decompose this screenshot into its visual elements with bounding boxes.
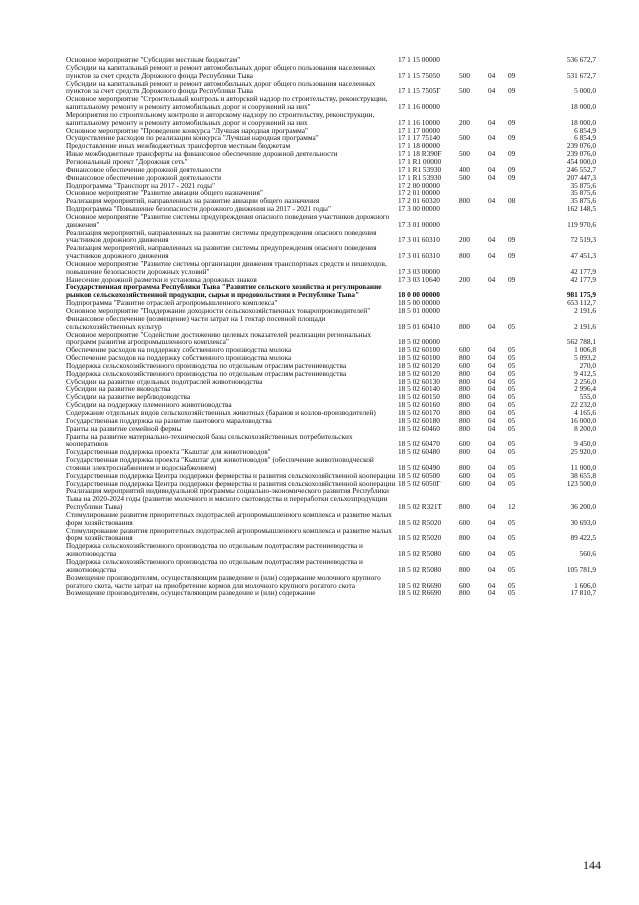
row-expense-type: 600	[459, 439, 470, 449]
row-expense-type: 800	[459, 384, 470, 394]
row-description: Субсидии на развитие яководства	[66, 384, 171, 394]
row-amount: 18 000,0	[570, 117, 596, 127]
row-description: Содержание отдельных видов сельскохозяйственных животных (баранов и козлов-производителей)	[66, 407, 376, 417]
row-target-code: 18 5 02 60150	[398, 392, 440, 402]
row-description: Реализация мероприятий, направленных на развитие авиации общего назначения	[66, 196, 320, 206]
row-description: Возмещение производителям, осуществляющим разведение и (или) содержание	[66, 588, 316, 598]
row-section: 04	[488, 353, 496, 363]
row-target-code: 17 1 18 R390F	[398, 149, 442, 159]
row-section: 04	[488, 517, 496, 527]
row-amount: 36 200,0	[570, 502, 596, 512]
row-target-code: 18 5 02 6050Г	[398, 478, 441, 488]
row-section: 04	[488, 251, 496, 261]
row-section: 04	[488, 368, 496, 378]
table-row	[66, 527, 596, 543]
table-row	[66, 213, 596, 229]
row-description: Поддержка сельскохозяйственного производства по отдельным отраслям растениеводства	[66, 368, 347, 378]
row-expense-type: 400	[459, 164, 470, 174]
row-description: Государственная поддержка на развитие пантового мараловодства	[66, 415, 272, 425]
row-section: 04	[488, 564, 496, 574]
row-target-code: 18 5 02 60470	[398, 439, 440, 449]
row-target-code: 18 5 02 60130	[398, 376, 440, 386]
table-row	[66, 558, 596, 574]
row-target-code: 18 5 02 60120	[398, 368, 440, 378]
row-description: Государственная поддержка проекта "Кыштаг для животноводов"	[66, 447, 271, 457]
row-amount: 1 606,0	[574, 580, 596, 590]
row-target-code: 17 1 16 10000	[398, 117, 440, 127]
row-amount: 653 112,7	[567, 298, 596, 308]
row-amount: 38 655,8	[570, 470, 596, 480]
table-row	[66, 433, 596, 449]
row-description: Поддержка сельскохозяйственного производства по отдельным подотраслям растениеводства и животноводства	[66, 557, 363, 574]
row-section: 04	[488, 415, 496, 425]
row-expense-type: 800	[459, 321, 470, 331]
row-description: Обеспечение расходов на поддержку собственного производства молока	[66, 353, 292, 363]
row-expense-type: 600	[459, 470, 470, 480]
table-row	[66, 456, 596, 472]
table-row	[66, 244, 596, 260]
row-description: Финансовое обеспечение дорожной деятельности	[66, 172, 222, 182]
row-subsection: 08	[508, 196, 516, 206]
row-amount: 2 256,0	[574, 376, 596, 386]
row-amount: 2 191,6	[574, 321, 596, 331]
row-target-code: 17 2 01 60320	[398, 196, 440, 206]
row-expense-type: 800	[459, 407, 470, 417]
row-expense-type: 800	[459, 423, 470, 433]
row-subsection: 09	[508, 172, 516, 182]
row-section: 04	[488, 423, 496, 433]
row-subsection: 05	[508, 478, 516, 488]
row-section: 04	[488, 164, 496, 174]
row-section: 04	[488, 133, 496, 143]
row-description: Основное мероприятие "Развитие системы предупреждения опасного поведения участников дорожного движения"	[66, 211, 390, 229]
row-target-code: 18 0 00 00000	[398, 290, 440, 300]
row-section: 04	[488, 235, 496, 245]
row-expense-type: 600	[459, 549, 470, 559]
row-expense-type: 800	[459, 392, 470, 402]
row-expense-type: 600	[459, 345, 470, 355]
row-amount: 35 875,6	[570, 180, 596, 190]
row-subsection: 05	[508, 353, 516, 363]
row-expense-type: 200	[459, 274, 470, 284]
row-description: Субсидии на капитальный ремонт и ремонт автомобильных дорог общего пользования населенных пунктов за счет средств Дорожного фонда Республики Тыва	[66, 78, 376, 96]
row-amount: 239 076,0	[566, 141, 596, 151]
row-target-code: 17 1 16 00000	[398, 102, 440, 112]
row-section: 04	[488, 470, 496, 480]
row-subsection: 05	[508, 384, 516, 394]
table-row	[66, 589, 596, 597]
row-expense-type: 800	[459, 447, 470, 457]
row-target-code: 18 5 02 60500	[398, 470, 440, 480]
row-subsection: 05	[508, 368, 516, 378]
row-target-code: 18 5 02 R5080	[398, 564, 442, 574]
row-amount: 536 672,7	[566, 55, 596, 64]
row-description: Субсидии на капитальный ремонт и ремонт автомобильных дорог общего пользования населенных пунктов за счет средств Дорожного фонда Республики Тыва	[66, 62, 376, 80]
row-section: 04	[488, 149, 496, 159]
row-description: Мероприятия по строительному контролю и авторскому надзору по строительству, реконструкции, капитальному ремонту и ремонту автомобильных дорог и сооружений на них	[66, 109, 375, 127]
row-target-code: 17 1 R1 53930	[398, 172, 442, 182]
row-target-code: 17 1 R1 00000	[398, 156, 442, 166]
row-subsection: 05	[508, 392, 516, 402]
row-amount: 30 693,0	[570, 517, 596, 527]
row-expense-type: 800	[459, 588, 470, 598]
table-row	[66, 487, 596, 511]
row-target-code: 18 5 02 00000	[398, 337, 440, 347]
row-target-code: 18 5 02 60490	[398, 462, 440, 472]
row-description: Государственная поддержка проекта "Кыштаг для животноводов" (обеспечение животноводческой стоянки электроснабжением и водоснабжением)	[66, 455, 374, 472]
row-target-code: 18 5 02 R321Т	[398, 502, 442, 512]
row-section: 04	[488, 196, 496, 206]
row-description: Основное мероприятие "Содействие достижению целевых показателей реализации региональных программ развития агропромышленного комплекса"	[66, 329, 372, 347]
row-description: Основное мероприятие "Строительный контроль и авторский надзор по строительству, реконструкции, капитальному ремонту и ремонту автомобильных дорог и сооружений на них"	[66, 94, 388, 112]
row-target-code: 18 5 02 60460	[398, 423, 440, 433]
row-expense-type: 800	[459, 564, 470, 574]
row-description: Иные межбюджетные трансферты на финансовое обеспечение дорожной деятельности	[66, 149, 338, 159]
row-target-code: 17 2 01 00000	[398, 188, 440, 198]
row-expense-type: 600	[459, 580, 470, 590]
row-target-code: 18 5 02 R6690	[398, 580, 442, 590]
row-expense-type: 500	[459, 133, 470, 143]
row-target-code: 18 5 02 60180	[398, 415, 440, 425]
row-description: Реализация мероприятий, направленных на развитие системы предупреждения опасного поведения участников дорожного движения	[66, 227, 377, 245]
row-target-code: 18 5 01 60410	[398, 321, 440, 331]
row-target-code: 17 1 17 00000	[398, 125, 440, 135]
row-description: Субсидии на поддержку племенного животноводства	[66, 400, 232, 410]
row-section: 04	[488, 86, 496, 96]
row-description: Региональный проект "Дорожная сеть"	[66, 156, 188, 166]
table-row	[66, 229, 596, 245]
row-description: Основное мероприятие "Субсидии местным бюджетам"	[66, 55, 241, 64]
table-row	[66, 315, 596, 331]
row-expense-type: 200	[459, 235, 470, 245]
row-section: 04	[488, 447, 496, 457]
row-subsection: 05	[508, 580, 516, 590]
row-amount: 560,6	[579, 549, 596, 559]
table-row	[66, 331, 596, 347]
row-amount: 18 000,0	[570, 102, 596, 112]
row-description: Осуществление расходов по реализации конкурса "Лучшая народная программа"	[66, 133, 319, 143]
row-description: Основное мероприятие "Поддержание доходности сельскохозяйственных товаропроизводителей"	[66, 306, 371, 315]
row-subsection: 09	[508, 251, 516, 261]
row-section: 04	[488, 580, 496, 590]
row-description: Субсидии на развитие верблюдоводства	[66, 392, 191, 402]
row-subsection: 05	[508, 549, 516, 559]
row-target-code: 18 5 02 60160	[398, 400, 440, 410]
row-expense-type: 500	[459, 172, 470, 182]
row-description: Финансовое обеспечение (возмещение) части затрат на 1 гектар посевной площади сельскохозяйственных культур	[66, 313, 326, 331]
row-target-code: 18 5 02 R5020	[398, 517, 442, 527]
row-subsection: 05	[508, 415, 516, 425]
row-target-code: 18 5 02 60100	[398, 353, 440, 363]
row-subsection: 09	[508, 149, 516, 159]
row-amount: 531 672,7	[566, 70, 596, 80]
row-section: 04	[488, 400, 496, 410]
row-amount: 42 177,9	[570, 274, 596, 284]
row-subsection: 09	[508, 117, 516, 127]
row-amount: 5 093,2	[574, 353, 596, 363]
row-subsection: 05	[508, 345, 516, 355]
row-target-code: 17 1 15 75050	[398, 70, 440, 80]
row-description: Нанесение дорожной разметки и установка дорожных знаков	[66, 274, 257, 284]
row-amount: 239 076,0	[566, 149, 596, 159]
row-section: 04	[488, 462, 496, 472]
row-section: 04	[488, 384, 496, 394]
table-row	[66, 574, 596, 590]
row-amount: 8 200,0	[574, 423, 596, 433]
row-subsection: 05	[508, 423, 516, 433]
row-expense-type: 600	[459, 517, 470, 527]
row-subsection: 05	[508, 564, 516, 574]
budget-table	[66, 56, 596, 597]
row-target-code: 17 2 00 00000	[398, 180, 440, 190]
row-subsection: 09	[508, 274, 516, 284]
row-section: 04	[488, 588, 496, 598]
table-row	[66, 111, 596, 127]
row-target-code: 18 5 02 R5080	[398, 549, 442, 559]
row-target-code: 18 5 02 60140	[398, 384, 440, 394]
row-amount: 246 552,7	[566, 164, 596, 174]
table-row	[66, 80, 596, 96]
row-amount: 5 000,0	[574, 86, 596, 96]
row-description: Реализация мероприятий, направленных на развитие системы предупреждения опасного поведения участников дорожного движения	[66, 243, 377, 261]
row-expense-type: 200	[459, 117, 470, 127]
row-section: 04	[488, 274, 496, 284]
row-expense-type: 800	[459, 251, 470, 261]
row-amount: 123 500,0	[566, 478, 596, 488]
row-amount: 207 447,3	[566, 172, 596, 182]
row-description: Подпрограмма "Развитие отраслей агропромышленного комплекса"	[66, 298, 278, 308]
row-amount: 105 781,9	[566, 564, 596, 574]
row-description: Субсидии на развитие отдельных подотраслей животноводства	[66, 376, 263, 386]
table-row	[66, 283, 596, 299]
row-description: Государственная поддержка Центра поддержки фермерства и развития сельскохозяйственной кооперации	[66, 478, 396, 488]
row-subsection: 09	[508, 86, 516, 96]
row-target-code: 18 5 00 00000	[398, 298, 440, 308]
row-description: Финансовое обеспечение дорожной деятельности	[66, 164, 222, 174]
page-number: 144	[583, 858, 601, 872]
row-amount: 11 000,0	[570, 462, 596, 472]
row-subsection: 05	[508, 439, 516, 449]
row-subsection: 05	[508, 321, 516, 331]
table-row	[66, 95, 596, 111]
row-expense-type: 500	[459, 70, 470, 80]
row-expense-type: 800	[459, 368, 470, 378]
row-description: Подпрограмма "Повышение безопасности дорожного движения на 2017 - 2021 годы"	[66, 204, 331, 214]
row-expense-type: 800	[459, 502, 470, 512]
row-expense-type: 800	[459, 462, 470, 472]
row-subsection: 05	[508, 407, 516, 417]
row-section: 04	[488, 172, 496, 182]
row-subsection: 05	[508, 400, 516, 410]
row-amount: 2 191,6	[574, 306, 596, 315]
row-section: 04	[488, 407, 496, 417]
row-expense-type: 800	[459, 196, 470, 206]
row-description: Основное мероприятие "Развитие системы организации движения транспортных средств и пешеходов, повышение безопасности дорожных условий"	[66, 258, 387, 276]
row-amount: 2 996,4	[574, 384, 596, 394]
row-amount: 17 810,7	[570, 588, 596, 598]
row-section: 04	[488, 392, 496, 402]
row-subsection: 05	[508, 376, 516, 386]
row-amount: 162 148,5	[566, 204, 596, 214]
row-description: Предоставление иных межбюджетных трансфертов местным бюджетам	[66, 141, 291, 151]
row-description: Стимулирование развития приоритетных подотраслей агропромышленного комплекса и развитие малых форм хозяйствования	[66, 525, 392, 543]
row-amount: 119 970,6	[567, 219, 596, 229]
row-target-code: 18 5 02 R5020	[398, 533, 442, 543]
row-description: Поддержка сельскохозяйственного производства по отдельным отраслям растениеводства	[66, 360, 347, 370]
row-subsection: 05	[508, 360, 516, 370]
row-amount: 22 232,0	[570, 400, 596, 410]
table-row	[66, 511, 596, 527]
row-subsection: 09	[508, 235, 516, 245]
row-amount: 1 006,8	[574, 345, 596, 355]
row-subsection: 09	[508, 133, 516, 143]
row-target-code: 18 5 01 00000	[398, 306, 440, 315]
row-amount: 270,0	[579, 360, 596, 370]
row-description: Основное мероприятие "Проведение конкурса "Лучшая народная программа"	[66, 125, 308, 135]
row-target-code: 18 5 02 R6690	[398, 588, 442, 598]
row-expense-type: 800	[459, 353, 470, 363]
row-description: Возмещение производителям, осуществляющим разведение и (или) содержание молочного крупного рогатого скота, части затрат на приобретение кормов для молочного крупного рогатого скота	[66, 572, 381, 590]
row-target-code: 17 3 00 00000	[398, 204, 440, 214]
row-subsection: 05	[508, 517, 516, 527]
row-expense-type: 800	[459, 415, 470, 425]
row-section: 04	[488, 345, 496, 355]
row-description: Основное мероприятие "Развитие авиации общего назначения"	[66, 188, 263, 198]
row-expense-type: 500	[459, 86, 470, 96]
row-target-code: 18 5 02 60170	[398, 407, 440, 417]
row-subsection: 05	[508, 470, 516, 480]
row-amount: 35 875,6	[570, 196, 596, 206]
row-expense-type: 600	[459, 478, 470, 488]
row-target-code: 17 3 03 10640	[398, 274, 440, 284]
row-target-code: 17 3 01 60310	[398, 251, 440, 261]
row-amount: 47 451,3	[570, 251, 596, 261]
row-amount: 35 875,6	[570, 188, 596, 198]
row-section: 04	[488, 360, 496, 370]
row-amount: 9 412,5	[574, 368, 596, 378]
row-description: Обеспечение расходов на поддержку собственного производства молока	[66, 345, 292, 355]
row-target-code: 17 1 R1 53930	[398, 164, 442, 174]
row-description: Реализация мероприятий индивидуальной программы социально-экономического развития Республики Тыва на 2020-2024 годы (развитие молочного и мясного скотоводства и переработки сельхозпродукции Республики Тыва)	[66, 486, 389, 512]
row-amount: 89 422,5	[570, 533, 596, 543]
table-row	[66, 64, 596, 80]
row-target-code: 17 1 18 00000	[398, 141, 440, 151]
row-target-code: 17 1 15 00000	[398, 55, 440, 64]
row-expense-type: 600	[459, 360, 470, 370]
row-section: 04	[488, 321, 496, 331]
row-section: 04	[488, 533, 496, 543]
row-amount: 981 175,9	[566, 290, 596, 300]
row-target-code: 18 5 02 60120	[398, 360, 440, 370]
row-section: 04	[488, 439, 496, 449]
row-target-code: 17 3 01 00000	[398, 219, 440, 229]
row-target-code: 18 5 02 60480	[398, 447, 440, 457]
row-description: Государственная поддержка Центра поддержки фермерства и развития сельскохозяйственной кооперации	[66, 470, 396, 480]
row-expense-type: 800	[459, 400, 470, 410]
row-amount: 6 854,9	[574, 133, 596, 143]
row-subsection: 09	[508, 70, 516, 80]
row-subsection: 09	[508, 164, 516, 174]
row-subsection: 05	[508, 588, 516, 598]
row-amount: 25 920,0	[570, 447, 596, 457]
row-target-code: 17 1 15 7505Г	[398, 86, 441, 96]
row-amount: 9 450,0	[574, 439, 596, 449]
row-description: Подпрограмма "Транспорт на 2017 - 2021 годы"	[66, 180, 215, 190]
table-row	[66, 542, 596, 558]
row-section: 04	[488, 117, 496, 127]
row-description: Поддержка сельскохозяйственного производства по отдельным подотраслям растениеводства и животноводства	[66, 541, 363, 559]
row-expense-type: 800	[459, 376, 470, 386]
row-description: Гранты на развитие семейной фермы	[66, 423, 182, 433]
row-expense-type: 500	[459, 149, 470, 159]
row-amount: 555,0	[579, 392, 596, 402]
row-target-code: 17 3 03 00000	[398, 266, 440, 276]
row-section: 04	[488, 478, 496, 488]
row-amount: 4 165,6	[574, 407, 596, 417]
row-subsection: 12	[508, 502, 516, 512]
row-expense-type: 800	[459, 533, 470, 543]
row-description: Стимулирование развития приоритетных подотраслей агропромышленного комплекса и развитие малых форм хозяйствования	[66, 509, 392, 527]
row-description: Гранты на развитие материально-технической базы сельскохозяйственных потребительских кооперативов	[66, 431, 353, 449]
row-section: 04	[488, 376, 496, 386]
row-subsection: 05	[508, 462, 516, 472]
row-amount: 16 000,0	[570, 415, 596, 425]
row-section: 04	[488, 549, 496, 559]
row-target-code: 17 1 17 75140	[398, 133, 440, 143]
row-amount: 562 788,1	[566, 337, 596, 347]
row-description: Государственная программа Республики Тыва "Развитие сельского хозяйства и регулирование рынков сельскохозяйственной продукции, сырья и продовольствия в Республике Тыва"	[66, 282, 382, 300]
row-target-code: 17 3 01 60310	[398, 235, 440, 245]
row-amount: 72 519,3	[570, 235, 596, 245]
row-section: 04	[488, 70, 496, 80]
row-amount: 42 177,9	[570, 266, 596, 276]
row-amount: 6 854,9	[574, 125, 596, 135]
row-subsection: 05	[508, 533, 516, 543]
row-amount: 454 000,0	[566, 156, 596, 166]
row-subsection: 05	[508, 447, 516, 457]
row-section: 04	[488, 502, 496, 512]
table-row	[66, 260, 596, 276]
row-target-code: 18 5 02 60100	[398, 345, 440, 355]
